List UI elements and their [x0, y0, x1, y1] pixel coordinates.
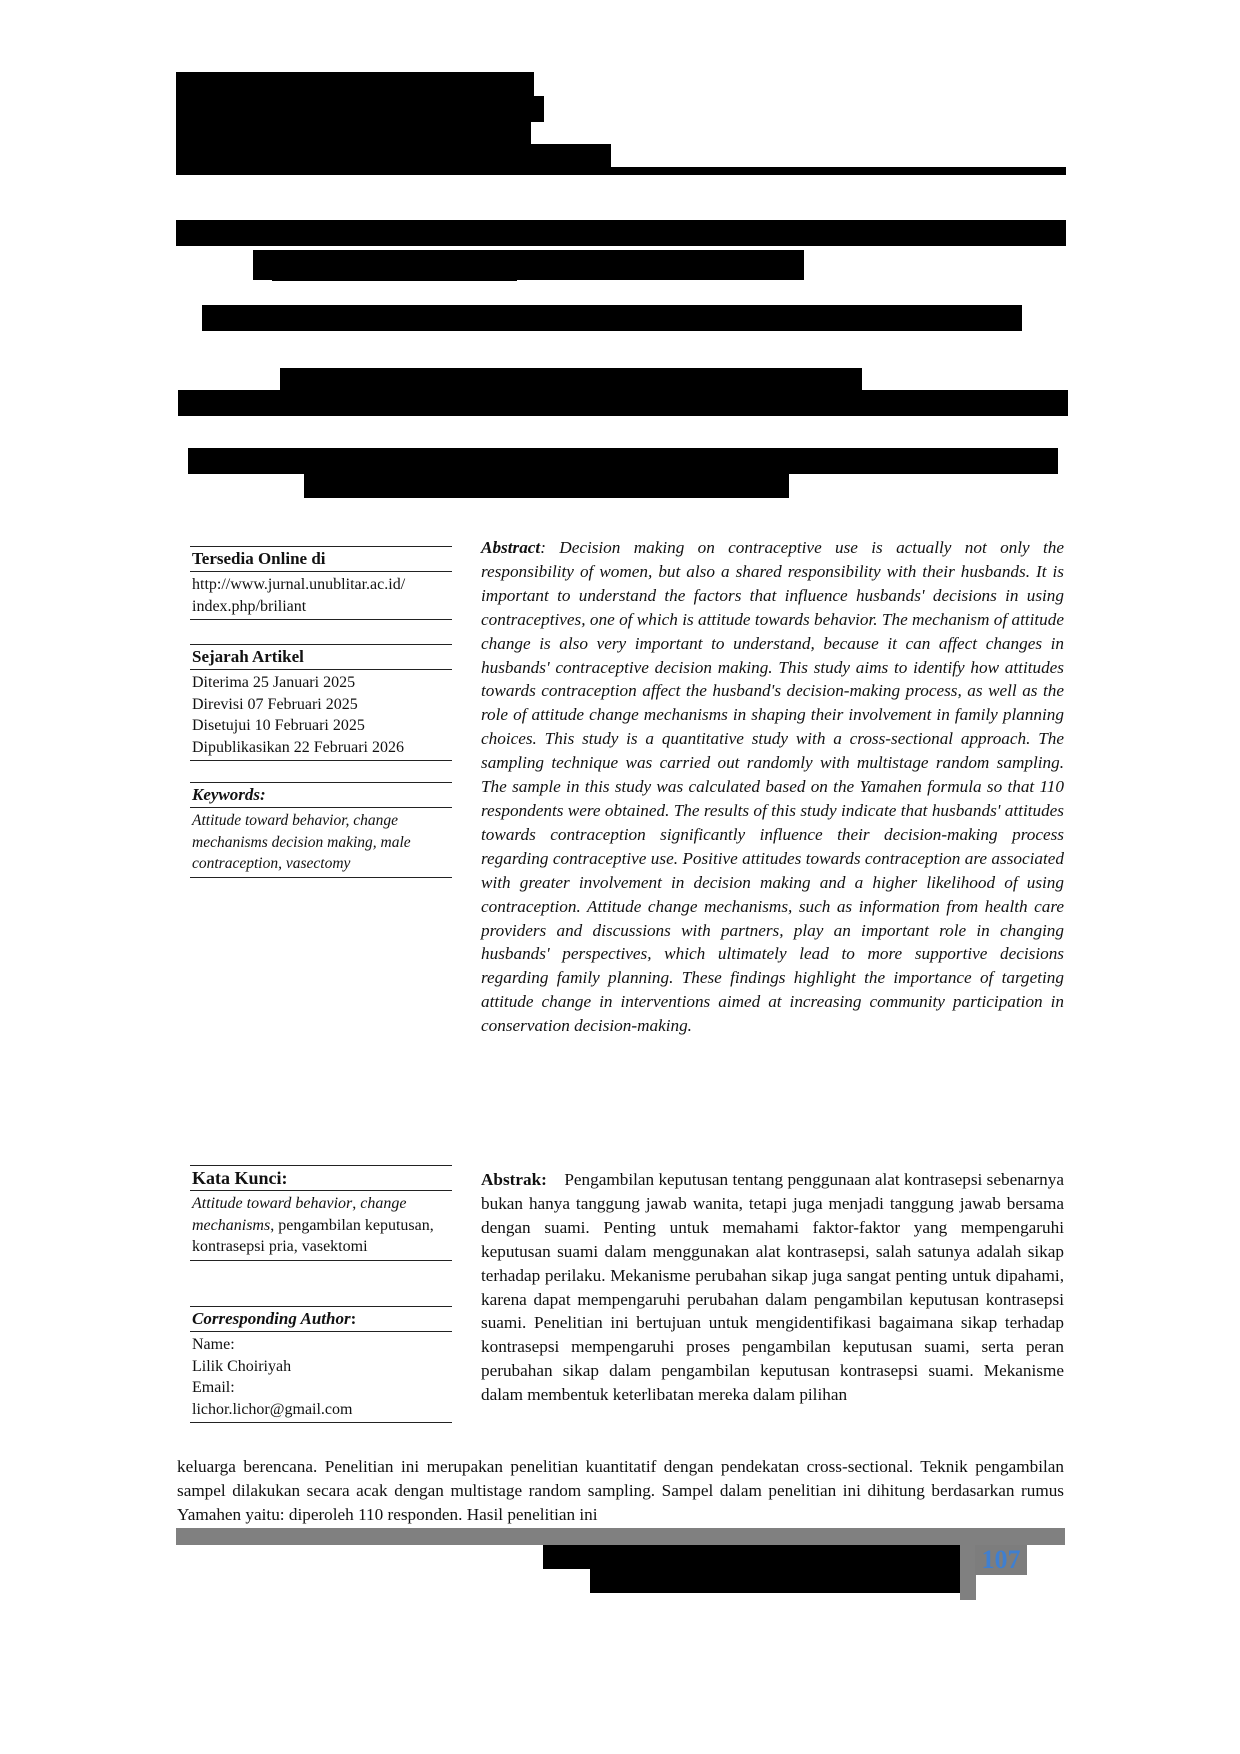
corresponding-author-title [190, 1306, 452, 1332]
kata-kunci-title: Kata Kunci: [190, 1165, 452, 1191]
history-received: Diterima 25 Januari 2025 [192, 674, 356, 691]
footer-bar [176, 1528, 1065, 1545]
author-name: Lilik Choiriyah [192, 1357, 292, 1375]
abstract-label: Abstract [481, 538, 541, 557]
journal-url-line2[interactable]: index.php/briliant [192, 597, 307, 615]
abstrak-text-column: Pengambilan keputusan tentang penggunaan alat kontrasepsi sebenarnya bukan hanya tanggung jawab wanita, tetapi juga menjadi tanggung jawab bersama dengan suami. Penting untuk memahami faktor-faktor yang mempengaruhi keputusan suami dalam menggunakan alat kontrasepsi, salah satunya adalah sikap terhadap perilaku. Mekanisme perubahan sikap juga sangat penting untuk dipahami, karena dapat mempengaruhi perubahan dalam pengambilan keputusan kontrasepsi suami. Penelitian ini bertujuan untuk mengidentifikasi bagaimana sikap terhadap kontrasepsi mempengaruhi proses pengambilan keputusan suami, serta peran perubahan sikap dalam pengambilan keputusan kontrasepsi suami. Mekanisme dalam membentuk keterlibatan mereka dalam pilihan [481, 1170, 1064, 1405]
history-revised: Direvisi 07 Februari 2025 [192, 695, 358, 713]
footer-vertical-bar [960, 1528, 976, 1600]
kata-kunci-box [190, 1165, 452, 1261]
journal-url-line1[interactable]: http://www.jurnal.unublitar.ac.id/ [192, 576, 406, 593]
abstract-text: : Decision making on contraceptive use is actually not only the responsibility of women, but also a shared responsibility with their husbands. It is important to understand the factors that influence husbands' decisions in using contraceptives, one of which is attitude towards behavior. The mechanism of attitude change is also very important to understand, because it can affect changes in husbands' contraceptive decision making. This study aims to identify how attitudes towards contraception affect the husband's decision-making process, as well as the role of attitude change mechanisms in shaping their involvement in family planning choices. This study is a quantitative study with a cross-sectional approach. The sampling technique was carried out randomly with multistage random sampling. The sample in this study was calculated based on the Yamahen formula so that 110 respondents were obtained. The results of this study indicate that husbands' attitudes towards contraception significantly influence their decision-making process regarding contraceptive use. Positive attitudes towards contraception are associated with greater involvement in decision making and a higher likelihood of using contraception. Attitude change mechanisms, such as information from health care providers and discussions with partners, play an important role in changing husbands' perspectives, which ultimately lead to more supportive decisions regarding family planning. These findings highlight the importance of targeting attitude change in interventions aimed at increasing community participation in conservation decision-making. [481, 538, 1064, 1036]
article-history-box [190, 644, 452, 761]
abstrak-indonesian [481, 1168, 1064, 1407]
author-email[interactable]: lichor.lichor@gmail.com [192, 1400, 353, 1418]
page-number: 107 [975, 1545, 1027, 1575]
kata-kunci-text [190, 1191, 452, 1261]
available-online-title: Tersedia Online di [190, 546, 452, 572]
corresponding-author-box [190, 1306, 452, 1423]
history-accepted: Disetujui 10 Februari 2025 [192, 717, 365, 734]
header-rule [176, 167, 1066, 175]
abstrak-label: Abstrak [481, 1170, 542, 1189]
abstract-english [481, 536, 1064, 1038]
author-name-label: Name: [192, 1336, 235, 1353]
author-email-label: Email: [192, 1379, 235, 1396]
keywords-text: Attitude toward behavior, change mechanisms decision making, male contraception, vasectomy [190, 808, 452, 878]
keywords-title: Keywords: [190, 782, 452, 808]
kata-kunci-italic-1: Attitude toward behavior [192, 1195, 353, 1212]
corresponding-author-label: Corresponding Author [192, 1309, 351, 1328]
kata-kunci-italic-2: change mechanisms [192, 1195, 407, 1234]
history-published: Dipublikasikan 22 Februari 2026 [192, 738, 404, 756]
corresponding-author-colon: : [350, 1309, 357, 1328]
abstrak-continuation: keluarga berencana. Penelitian ini merupakan penelitian kuantitatif dengan pendekatan cross-sectional. Teknik pengambilan sampel dilakukan secara acak dengan multistage random sampling. Sampel dalam penelitian ini dihitung berdasarkan rumus Yamahen yaitu: diperoleh 110 responden. Hasil penelitian ini [177, 1457, 1064, 1524]
kata-kunci-rest: , pengambilan keputusan, kontrasepsi pria, vasektomi [192, 1216, 434, 1255]
kata-kunci-separator: , [352, 1195, 361, 1212]
abstrak-colon: : [541, 1170, 547, 1189]
keywords-box [190, 782, 452, 878]
available-online-box [190, 546, 452, 620]
article-history-title: Sejarah Artikel [190, 644, 452, 670]
